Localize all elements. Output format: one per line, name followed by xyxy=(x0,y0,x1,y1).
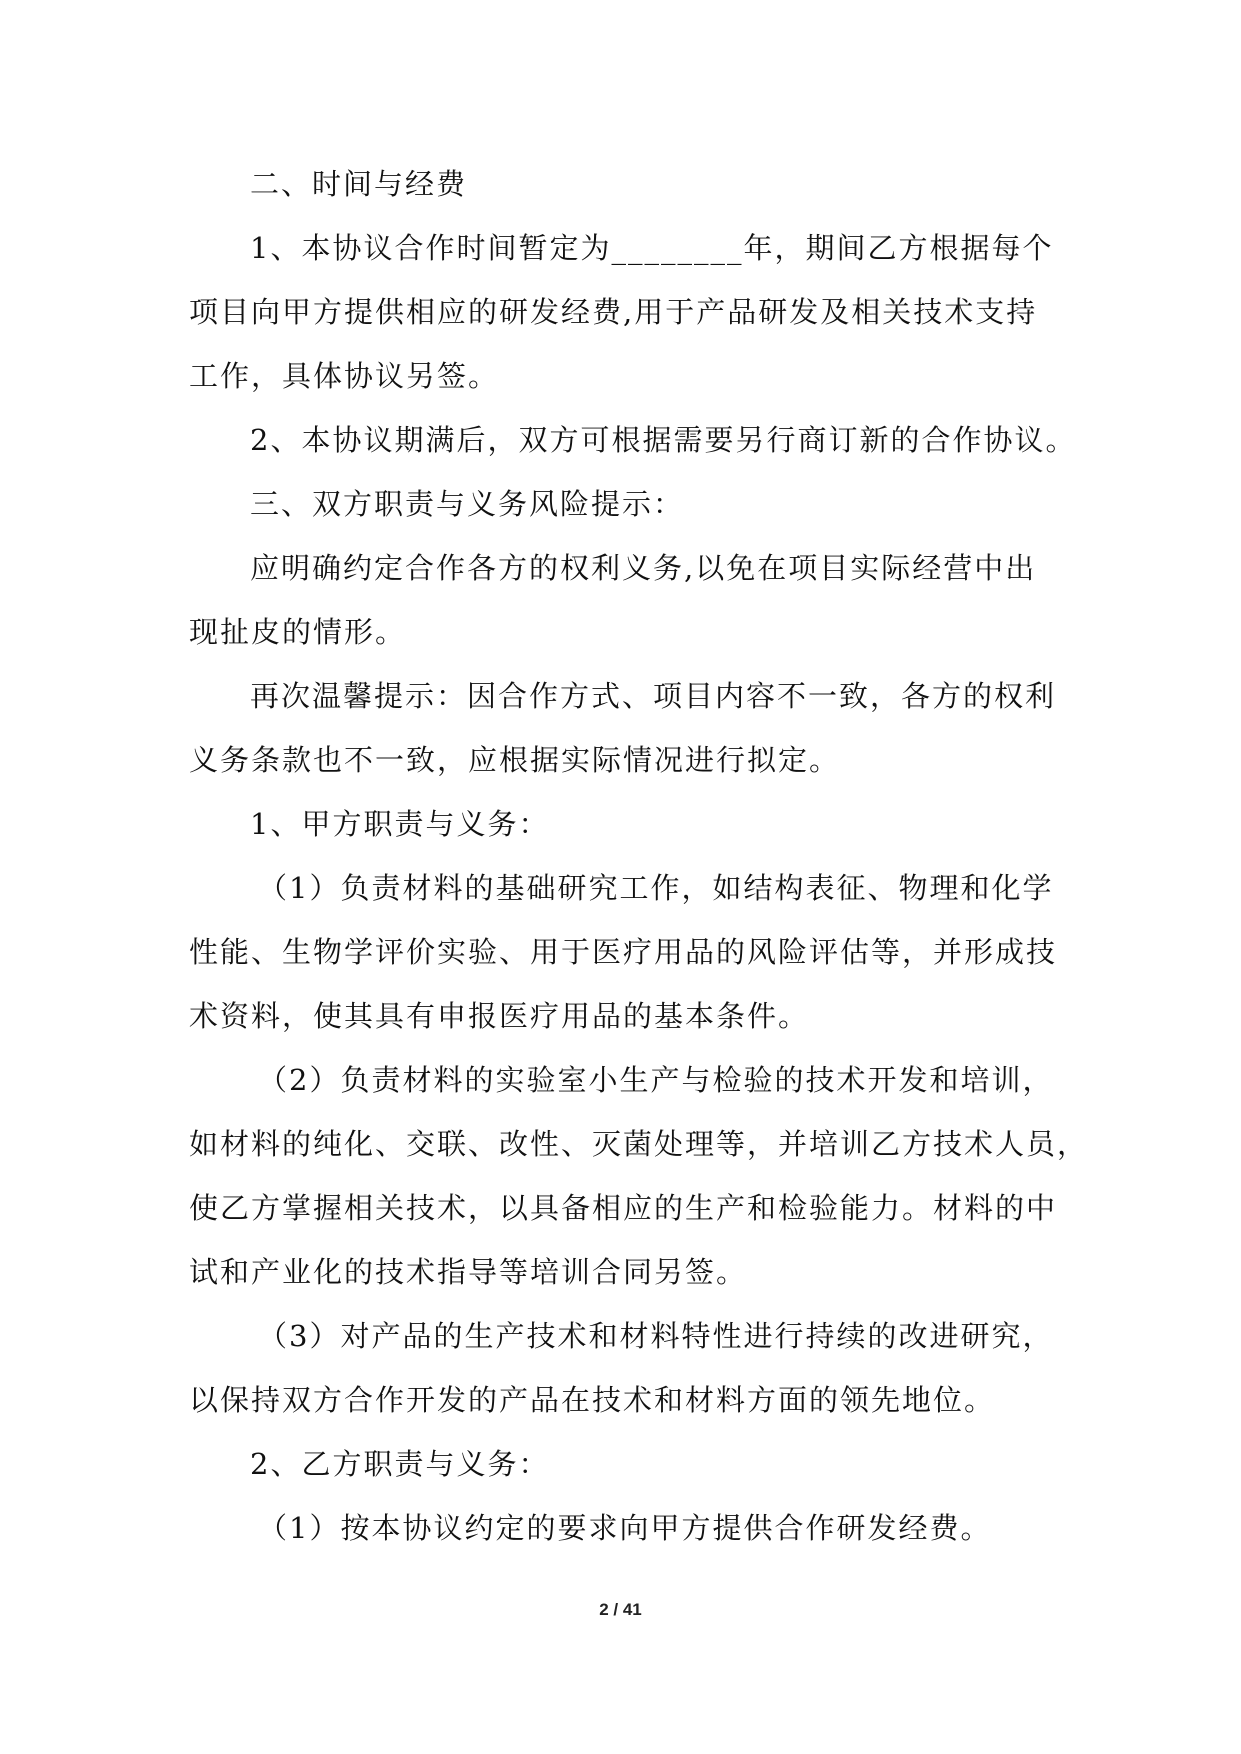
subheading-party-a: 1、甲方职责与义务： xyxy=(250,807,550,841)
paragraph-line: 义务条款也不一致，应根据实际情况进行拟定。 xyxy=(189,743,841,777)
paragraph-line: 再次温馨提示：因合作方式、项目内容不一致，各方的权利 xyxy=(250,679,1057,713)
paragraph-line: 如材料的纯化、交联、改性、灭菌处理等，并培训乙方技术人员， xyxy=(189,1127,1089,1161)
paragraph-line: 应明确约定合作各方的权利义务,以免在项目实际经营中出 xyxy=(250,551,1037,585)
paragraph-line: 术资料，使其具有申报医疗用品的基本条件。 xyxy=(189,999,810,1033)
section-heading-time-and-funding: 二、时间与经费 xyxy=(250,167,468,201)
paragraph-line: （1）负责材料的基础研究工作，如结构表征、物理和化学 xyxy=(258,871,1054,905)
paragraph-line: 以保持双方合作开发的产品在技术和材料方面的领先地位。 xyxy=(189,1383,996,1417)
subheading-party-b: 2、乙方职责与义务： xyxy=(250,1447,550,1481)
paragraph-line: （3）对产品的生产技术和材料特性进行持续的改进研究， xyxy=(258,1319,1054,1353)
page-number: 2 / 41 xyxy=(599,1600,642,1619)
paragraph-line: 试和产业化的技术指导等培训合同另签。 xyxy=(189,1255,748,1289)
paragraph-line: 2、本协议期满后，双方可根据需要另行商订新的合作协议。 xyxy=(250,423,1077,457)
paragraph-line: （2）负责材料的实验室小生产与检验的技术开发和培训， xyxy=(258,1063,1054,1097)
section-heading-responsibilities: 三、双方职责与义务风险提示： xyxy=(250,487,685,521)
paragraph-line: 现扯皮的情形。 xyxy=(189,615,407,649)
paragraph-line: 1、本协议合作时间暂定为________年，期间乙方根据每个 xyxy=(250,231,1054,265)
paragraph-line: （1）按本协议约定的要求向甲方提供合作研发经费。 xyxy=(258,1511,992,1545)
paragraph-line: 使乙方掌握相关技术，以具备相应的生产和检验能力。材料的中 xyxy=(189,1191,1058,1225)
paragraph-line: 性能、生物学评价实验、用于医疗用品的风险评估等，并形成技 xyxy=(189,935,1058,969)
paragraph-line: 工作，具体协议另签。 xyxy=(189,359,500,393)
paragraph-line: 项目向甲方提供相应的研发经费,用于产品研发及相关技术支持 xyxy=(189,295,1038,329)
